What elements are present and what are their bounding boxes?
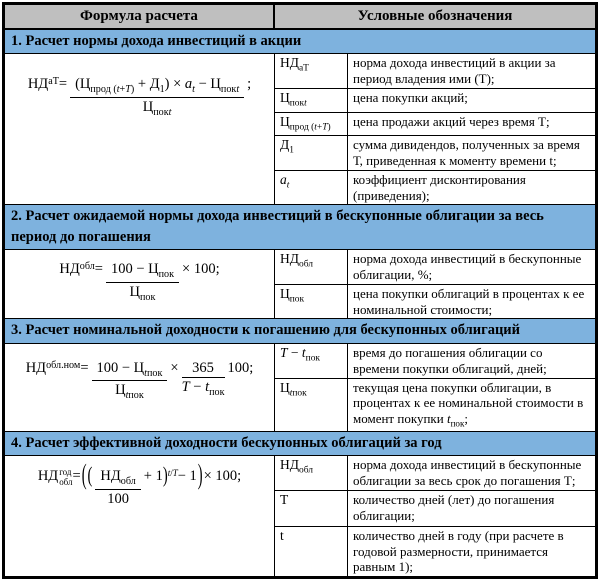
section-3-formula: НД обл.ном = $\frac{100 - Ц_{tпок}}{Ц_{tпок}}$ × $\frac{365}{T - t_{пок}}$ 100;: [5, 344, 275, 431]
description-cell: норма дохода инвестиций в акции за период владения ими (Т);: [353, 55, 556, 87]
header-cell-formula: Формула расчета: [5, 5, 275, 28]
description-cell: норма дохода инвестиций в бескупонные облигации за весь срок до погашения Т;: [353, 457, 582, 489]
description-cell: норма дохода инвестиций в бескупонные облигации, %;: [353, 251, 582, 282]
description-cell: время до погашения облигации со времени покупки облигаций, дней;: [353, 344, 547, 376]
section-2-legend: [275, 250, 595, 318]
legend-row: [275, 379, 595, 431]
section-2-formula: НД обл = $\frac{100 - Ц_{пок}}{Ц_{пок}}$ × 100;: [5, 250, 275, 318]
section-1: [5, 30, 595, 205]
section-3-title: 3. Расчет номинальной доходности к погашению для бескупонных облигаций: [5, 319, 595, 343]
symbol-cell: $НД_{аТ}$: [275, 54, 348, 88]
section-4-formula: НД год обл = ( ( $\frac{НД_{обл}}{100}$ + 1 ) $^{t /T}$ − 1 ) × 100;: [5, 456, 275, 576]
section-1-title: 1. Расчет нормы дохода инвестиций в акции: [5, 30, 595, 54]
symbol-cell: $Ц_{прод (t+T)}$: [275, 113, 348, 136]
section-4-legend: [275, 456, 595, 576]
formulas-table: [2, 2, 598, 579]
legend-row: [275, 113, 595, 137]
description-cell: цена покупки облигаций в процентах к ее номинальной стоимости;: [353, 285, 585, 317]
section-1-legend: [275, 54, 595, 204]
section-2: [5, 205, 595, 319]
legend-row: [275, 527, 595, 577]
symbol-cell: $НД_{обл}$: [275, 456, 348, 490]
legend-row: [275, 250, 595, 285]
symbol-cell: $Ц_{покt}$: [275, 89, 348, 112]
symbol-cell: $Ц_{tпок}$: [275, 379, 348, 431]
symbol-cell: $T - t_{пок}$: [275, 344, 348, 378]
symbol-cell: Т: [275, 491, 348, 525]
section-4: [5, 432, 595, 576]
legend-row: [275, 171, 595, 205]
section-2-title: 2. Расчет ожидаемой нормы дохода инвестиций в бескупонные облигации за весь период до погашения: [5, 205, 595, 250]
legend-row: [275, 136, 595, 171]
section-3: [5, 319, 595, 431]
symbol-cell: $Ц_{пок}$: [275, 285, 348, 319]
description-cell: сумма дивидендов, полученных за время Т, приведенная к моменту времени t;: [353, 137, 580, 168]
symbol-cell: $a_t$: [275, 171, 348, 205]
header-cell-legend: Условные обозначения: [357, 8, 513, 24]
section-4-title: 4. Расчет эффективной доходности бескупонных облигаций за год: [5, 432, 595, 456]
symbol-cell: $НД_{обл}$: [275, 250, 348, 284]
legend-row: [275, 89, 595, 113]
description-cell: коэффициент дисконтирования (приведения);: [353, 171, 526, 203]
legend-row: [275, 491, 595, 526]
legend-row: [275, 54, 595, 89]
description-cell: цена покупки акций;: [353, 90, 468, 106]
description-cell: цена продажи акций через время Т;: [353, 113, 550, 129]
section-3-legend: [275, 344, 595, 431]
symbol-cell: t: [275, 527, 348, 577]
legend-row: [275, 285, 595, 319]
legend-row: [275, 344, 595, 379]
description-cell: текущая цена покупки облигации, в процентах к ее номинальной стоимости в момент покупки $t_{пок}$;: [353, 379, 584, 429]
section-1-formula: НД аТ = $\frac{(Ц_{прод (t+T)} + Д_1) \times a_t - Ц_{покt}}{Ц_{покt}}$ ;: [5, 54, 275, 204]
description-cell: количество дней в году (при расчете в годовой размерности, принимается равным 1);: [353, 527, 564, 575]
legend-row: [275, 456, 595, 491]
header-row: [5, 5, 595, 30]
symbol-cell: $Д_1$: [275, 136, 348, 170]
description-cell: количество дней (лет) до погашения облигации;: [353, 492, 555, 524]
